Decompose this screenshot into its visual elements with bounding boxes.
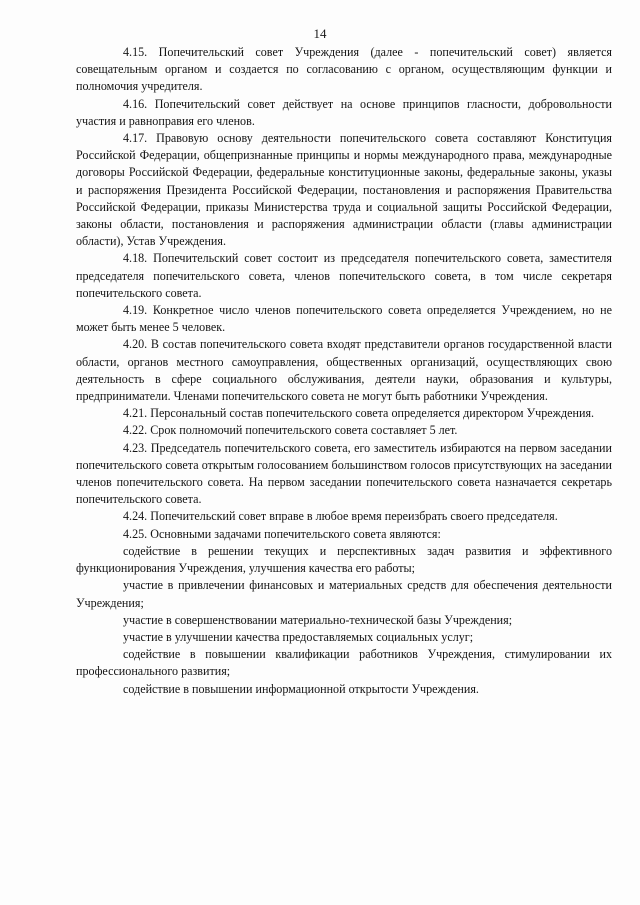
task-list-item: содействие в повышении информационной открытости Учреждения. <box>123 681 479 696</box>
paragraph-4-20: 4.20. В состав попечительского совета входят представители органов государственной власти области, органов местного самоуправления, общественных организаций, осуществляющих свою деятельность в сфере социального обслуживания, деятели науки, образования и культуры, предприниматели. Членами попечительского совета не могут быть работники Учреждения. <box>76 337 612 404</box>
paragraph-4-25: 4.25. Основными задачами попечительского совета являются: <box>123 526 441 541</box>
paragraph-4-15: 4.15. Попечительский совет Учреждения (далее - попечительский совет) является совещательным органом и создается по согласованию с органом, осуществляющим функции и полномочия учредителя. <box>76 45 612 94</box>
paragraph-4-21: 4.21. Персональный состав попечительского совета определяется директором Учреждения. <box>123 406 595 421</box>
page-number: 14 <box>313 26 327 41</box>
paragraph-4-24: 4.24. Попечительский совет вправе в любое время переизбрать своего председателя. <box>123 509 558 524</box>
task-list-item: участие в привлечении финансовых и материальных средств для обеспечения деятельности Учреждения; <box>76 578 612 610</box>
task-list-item: участие в улучшении качества предоставляемых социальных услуг; <box>123 629 474 644</box>
paragraph-4-22: 4.22. Срок полномочий попечительского совета составляет 5 лет. <box>123 423 458 438</box>
document-body <box>76 44 612 698</box>
paragraph-4-19: 4.19. Конкретное число членов попечительского совета определяется Учреждением, но не может быть менее 5 человек. <box>76 303 612 335</box>
task-list-item: участие в совершенствовании материально-технической базы Учреждения; <box>123 612 513 627</box>
paragraph-4-18: 4.18. Попечительский совет состоит из председателя попечительского совета, заместителя председателя попечительского совета, членов попечительского совета, в том числе секретаря попечительского совета. <box>76 251 612 300</box>
task-list-item: содействие в повышении квалификации работников Учреждения, стимулировании их профессионального развития; <box>76 647 612 679</box>
paragraph-4-23: 4.23. Председатель попечительского совета, его заместитель избираются на первом заседании попечительского совета открытым голосованием большинством голосов присутствующих на заседании членов попечительского совета. На первом заседании попечительского совета назначается секретарь попечительского совета. <box>76 440 612 507</box>
paragraph-4-16: 4.16. Попечительский совет действует на основе принципов гласности, добровольности участия и равноправия его членов. <box>76 96 612 128</box>
task-list-item: содействие в решении текущих и перспективных задач развития и эффективного функционирования Учреждения, улучшения качества его работы; <box>76 543 612 576</box>
paragraph-4-17: 4.17. Правовую основу деятельности попечительского совета составляют Конституция Российской Федерации, общепризнанные принципы и нормы международного права, международные договоры Российской Федерации, федеральные конституционные законы, федеральные законы, указы и распоряжения Президента Российской Федерации, постановления и распоряжения Правительства Российской Федерации, приказы Министерства труда и социальной защиты Российской Федерации, законы области, постановления и распоряжения администрации области (главы администрации области), Устав Учреждения. <box>76 131 612 249</box>
